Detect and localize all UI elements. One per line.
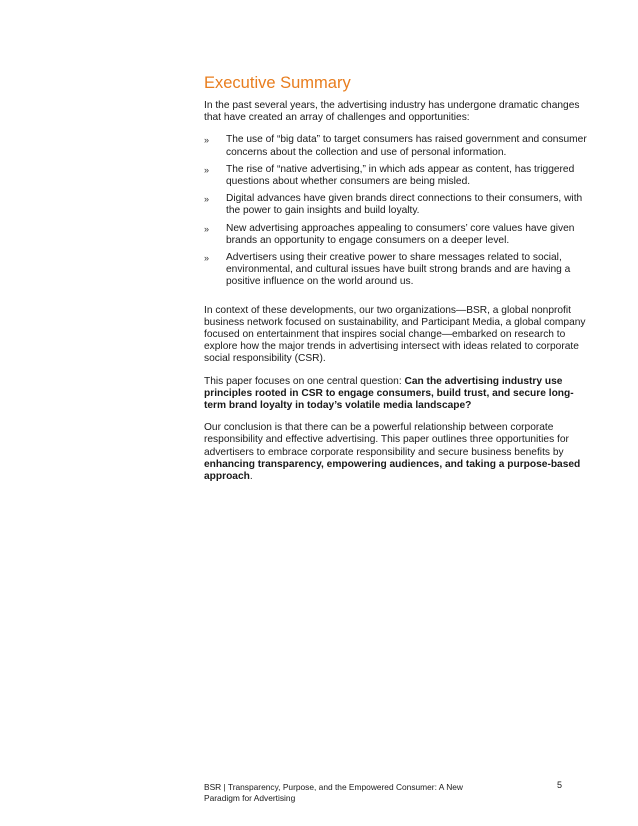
conclusion-end: . (249, 471, 253, 483)
bullet-list (204, 134, 589, 288)
main-content (204, 73, 589, 493)
list-item (204, 252, 589, 289)
context-paragraph: In context of these developments, our two organizations—BSR, a global nonprofit business network focused on sustainability, and Participant Media, a global company focused on entertainment that inspires social change—embarked on research to explore how the major trends in advertising intersect with ideas related to corporate social responsibility (CSR). (204, 304, 586, 365)
list-item (204, 223, 589, 247)
bullet-marker: » (204, 164, 210, 175)
question-lead: This paper focuses on one central question: (204, 375, 405, 387)
conclusion-lead: Our conclusion is that there can be a powerful relationship between corporate responsibility and effective advertising. This paper outlines three opportunities for advertisers to embrace corporate responsibility and secure business benefits by (204, 422, 569, 458)
conclusion-paragraph (204, 422, 589, 483)
central-question: Can the advertising industry use principles rooted in CSR to engage consumers, build trust, and secure long-term brand loyalty in today’s volatile media landscape? (204, 375, 574, 412)
list-item (204, 164, 589, 188)
bullet-text: Digital advances have given brands direct connections to their consumers, with the power to gain insights and build loyalty. (226, 193, 583, 217)
bullet-text: The rise of “native advertising,” in which ads appear as content, has triggered questions about whether consumers are being misled. (226, 163, 575, 188)
bullet-marker: » (204, 194, 210, 205)
section-title: Executive Summary (204, 74, 351, 92)
conclusion-highlight: enhancing transparency, empowering audiences, and taking a purpose-based approach (204, 458, 581, 483)
page-number: 5 (557, 780, 563, 790)
question-paragraph (204, 376, 589, 413)
footer-text: BSR | Transparency, Purpose, and the Empowered Consumer: A New Paradigm for Advertising (204, 782, 463, 803)
bullet-text: New advertising approaches appealing to consumers’ core values have given brands an opportunity to engage consumers on a deeper level. (226, 222, 575, 246)
bullet-text: Advertisers using their creative power to share messages related to social, environmental, and cultural issues have built strong brands and are having a positive influence on the world around us. (226, 252, 571, 288)
intro-paragraph: In the past several years, the advertising industry has undergone dramatic changes that have created an array of challenges and opportunities: (204, 100, 580, 124)
list-item (204, 193, 589, 217)
list-item (204, 134, 589, 158)
bullet-marker: » (204, 223, 210, 234)
bullet-text: The use of “big data” to target consumers has raised government and consumer concerns about the collection and use of personal information. (226, 134, 587, 158)
bullet-marker: » (204, 253, 210, 264)
bullet-marker: » (204, 135, 210, 146)
